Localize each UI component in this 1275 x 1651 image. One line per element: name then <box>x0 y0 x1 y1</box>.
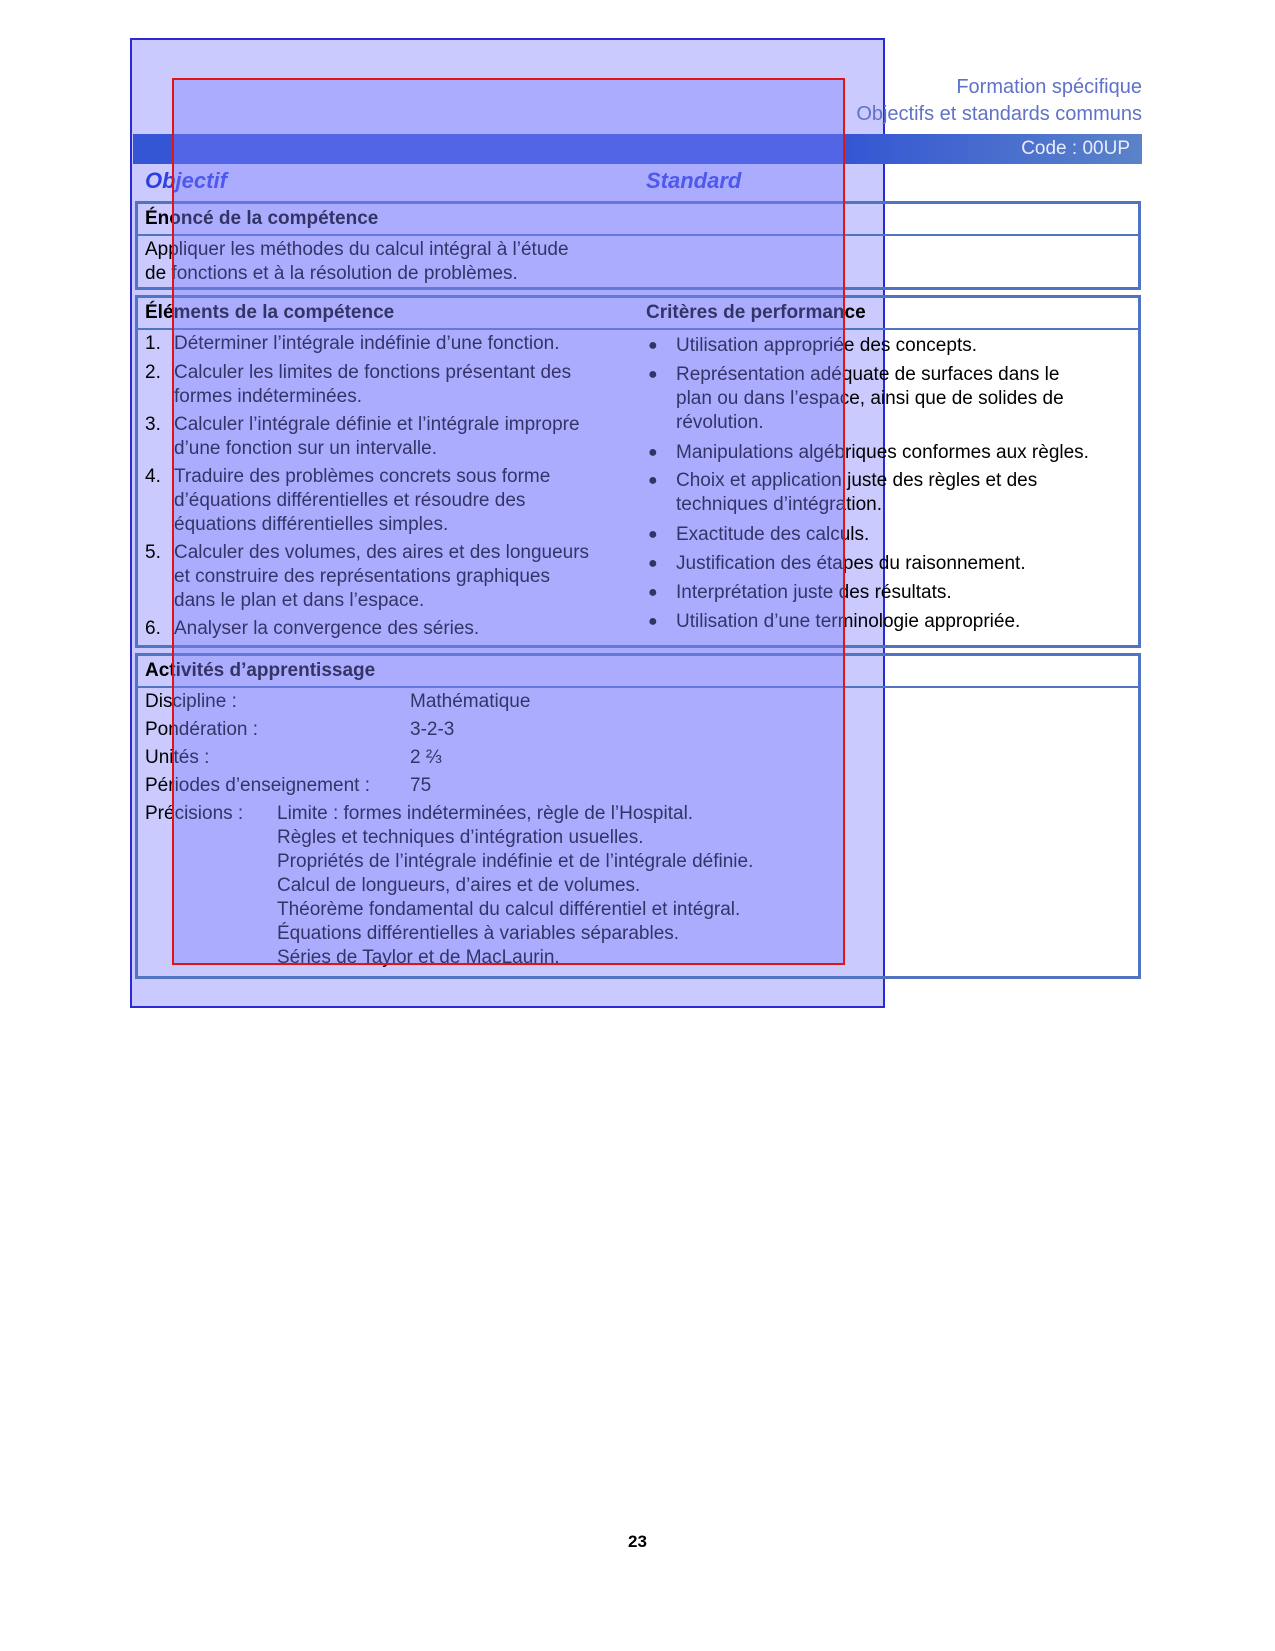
critere-line: Interprétation juste des résultats. <box>676 582 952 603</box>
criteres-title: Critères de performance <box>646 302 866 323</box>
critere-line: révolution. <box>676 412 764 433</box>
column-head-objective: Objectif <box>145 168 227 193</box>
element-number: 2. <box>145 362 161 383</box>
element-number: 6. <box>145 618 161 639</box>
precision-line: Règles et techniques d’intégration usuelles. <box>277 827 644 848</box>
critere-line: Justification des étapes du raisonnement. <box>676 553 1026 574</box>
element-line: et construire des représentations graphiques <box>174 566 551 587</box>
ponderation-label: Pondération : <box>145 719 259 740</box>
element-line: Calculer l’intégrale définie et l’intégrale impropre <box>174 414 580 435</box>
bullet-icon: ● <box>648 366 658 383</box>
elements-title: Éléments de la compétence <box>145 302 395 323</box>
precisions-label: Précisions : <box>145 803 244 824</box>
bullet-icon: ● <box>648 472 658 489</box>
element-number: 3. <box>145 414 161 435</box>
element-line: Calculer des volumes, des aires et des longueurs <box>174 542 590 563</box>
periodes-label: Périodes d’enseignement : <box>145 775 370 796</box>
column-head-standard: Standard <box>646 168 742 193</box>
critere-line: Exactitude des calculs. <box>676 524 870 545</box>
critere-line: techniques d’intégration. <box>676 494 882 515</box>
element-line: formes indéterminées. <box>174 386 362 407</box>
periodes-value: 75 <box>410 775 432 796</box>
header-formation: Formation spécifique <box>956 76 1142 98</box>
critere-line: Manipulations algébriques conformes aux règles. <box>676 442 1089 463</box>
element-line: d’une fonction sur un intervalle. <box>174 438 437 459</box>
element-number: 1. <box>145 333 161 354</box>
element-line: dans le plan et dans l’espace. <box>174 590 425 611</box>
precision-line: Calcul de longueurs, d’aires et de volumes. <box>277 875 641 896</box>
element-line: Traduire des problèmes concrets sous forme <box>174 466 551 487</box>
element-line: d’équations différentielles et résoudre des <box>174 490 526 511</box>
element-line: équations différentielles simples. <box>174 514 449 535</box>
highlight-region-inner <box>172 78 845 965</box>
enonce-title: Énoncé de la compétence <box>145 208 379 229</box>
critere-line: plan ou dans l’espace, ainsi que de solides de <box>676 388 1064 409</box>
bullet-icon: ● <box>648 584 658 601</box>
precision-line: Séries de Taylor et de MacLaurin. <box>277 947 560 968</box>
header-objectifs: Objectifs et standards communs <box>856 103 1142 125</box>
precision-line: Limite : formes indéterminées, règle de l’Hospital. <box>277 803 694 824</box>
bullet-icon: ● <box>648 526 658 543</box>
critere-line: Utilisation d’une terminologie appropriée. <box>676 611 1021 632</box>
precision-line: Propriétés de l’intégrale indéfinie et de l’intégrale définie. <box>277 851 754 872</box>
precision-line: Théorème fondamental du calcul différentiel et intégral. <box>277 899 741 920</box>
unites-label: Unités : <box>145 747 210 768</box>
page-number: 23 <box>628 1532 647 1551</box>
precision-line: Équations différentielles à variables séparables. <box>277 923 680 944</box>
element-number: 5. <box>145 542 161 563</box>
unites-value: 2 ⅔ <box>410 747 442 768</box>
enonce-line: de fonctions et à la résolution de problèmes. <box>145 263 518 284</box>
course-code: Code : 00UP <box>1021 138 1130 159</box>
element-line: Calculer les limites de fonctions présentant des <box>174 362 572 383</box>
ponderation-value: 3-2-3 <box>410 719 455 740</box>
discipline-label: Discipline : <box>145 691 237 712</box>
element-number: 4. <box>145 466 161 487</box>
critere-line: Représentation adéquate de surfaces dans le <box>676 364 1060 385</box>
bullet-icon: ● <box>648 613 658 630</box>
critere-line: Choix et application juste des règles et des <box>676 470 1038 491</box>
bullet-icon: ● <box>648 444 658 461</box>
enonce-line: Appliquer les méthodes du calcul intégral à l’étude <box>145 239 569 260</box>
element-line: Analyser la convergence des séries. <box>174 618 480 639</box>
bullet-icon: ● <box>648 555 658 572</box>
element-line: Déterminer l’intégrale indéfinie d’une fonction. <box>174 333 560 354</box>
discipline-value: Mathématique <box>410 691 531 712</box>
bullet-icon: ● <box>648 337 658 354</box>
critere-line: Utilisation appropriée des concepts. <box>676 335 978 356</box>
activites-title: Activités d’apprentissage <box>145 660 376 681</box>
